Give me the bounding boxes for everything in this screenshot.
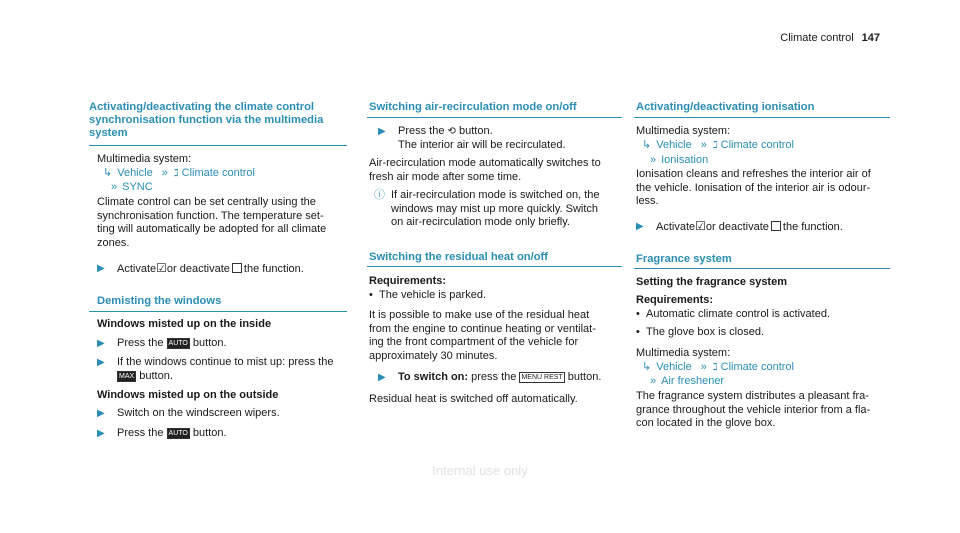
text-line: The fragrance system distributes a pleasant fra-	[636, 390, 869, 402]
page-header	[780, 32, 880, 44]
step-text: press the	[471, 371, 517, 383]
text-line: fresh air mode after some time.	[369, 170, 522, 183]
double-chevron-icon: »	[111, 181, 118, 193]
step-text: the function.	[782, 221, 843, 233]
step-text: Press the	[117, 337, 164, 349]
sync-description	[97, 196, 326, 250]
step-triangle-icon: ▶	[97, 428, 105, 439]
step-text: Press the	[117, 427, 164, 439]
residual-off-note: Residual heat is switched off automatically.	[369, 393, 578, 405]
section-heading-ionisation: Activating/deactivating ionisation	[636, 101, 815, 113]
step-triangle-icon: ▶	[378, 372, 386, 383]
requirement-item	[636, 326, 765, 340]
step-triangle-icon: ▶	[97, 357, 105, 368]
recirculation-icon: ⟲	[447, 126, 456, 137]
info-icon: ⓘ	[374, 189, 385, 201]
nav-path-line2	[650, 154, 708, 168]
nav-sync: SYNC	[122, 181, 153, 193]
ionisation-description	[636, 168, 871, 209]
heading-rule	[634, 117, 890, 118]
step-text: If the windows continue to mist up: press the	[117, 356, 334, 368]
step-triangle-icon: ▶	[97, 408, 105, 419]
multimedia-label: Multimedia system:	[97, 153, 192, 165]
text-line: zones.	[97, 236, 130, 249]
double-chevron-icon: »	[700, 361, 707, 373]
text-line: Automatic climate control is activated.	[646, 308, 831, 320]
menu-rest-key-icon: MENU REST	[521, 374, 563, 381]
nav-climate-control: Climate control	[720, 139, 794, 151]
nav-path-line1	[103, 167, 255, 181]
heading-rule	[367, 266, 622, 267]
recirc-info-note	[374, 189, 600, 230]
section-heading-sync	[89, 101, 323, 140]
nav-path-line1	[642, 361, 794, 375]
text-line: The vehicle is parked.	[379, 289, 486, 301]
text-line: If air-recirculation mode is switched on, the	[391, 189, 600, 201]
step-triangle-icon: ▶	[97, 338, 105, 349]
text-line: ing the front compartment of the vehicle for	[369, 336, 579, 349]
empty-box-icon	[771, 221, 781, 231]
step-text: button.	[192, 427, 227, 439]
nav-climate-control: Climate control	[720, 361, 794, 373]
requirements-label: Requirements:	[369, 275, 447, 287]
text-line: the vehicle. Ionisation of the interior air is odour-	[636, 181, 871, 194]
step-text: or deactivate	[705, 221, 769, 233]
requirement-item	[369, 289, 486, 303]
section-heading-fragrance: Fragrance system	[636, 253, 732, 265]
text-line: Climate control can be set centrally using the	[97, 196, 316, 208]
step-triangle-icon: ▶	[636, 221, 644, 232]
text-line: Ionisation cleans and refreshes the interior air of	[636, 168, 871, 180]
step-triangle-icon: ▶	[378, 126, 386, 137]
step-text: button.	[139, 369, 173, 382]
step-text: Activate	[117, 263, 157, 275]
step-recirc	[378, 125, 566, 152]
sub-heading-outside: Windows misted up on the outside	[97, 389, 279, 401]
return-arrow-icon: ↳	[642, 139, 652, 151]
text-line: The glove box is closed.	[646, 326, 765, 338]
nav-vehicle: Vehicle	[656, 139, 692, 151]
nav-ionisation: Ionisation	[661, 154, 709, 166]
climate-seat-icon: ℷ	[712, 362, 718, 373]
double-chevron-icon: »	[650, 154, 657, 166]
step-text: Press the	[398, 125, 445, 137]
requirements-label: Requirements:	[636, 294, 714, 306]
heading-rule	[367, 117, 622, 118]
heading-line: synchronisation function via the multimedia	[89, 114, 324, 126]
section-heading-demist: Demisting the windows	[97, 295, 222, 307]
fragrance-description	[636, 390, 870, 431]
return-arrow-icon: ↳	[642, 361, 652, 373]
section-heading-residual: Switching the residual heat on/off	[369, 251, 549, 263]
multimedia-label: Multimedia system:	[636, 347, 731, 359]
text-line: Air-recirculation mode automatically switches to	[369, 157, 601, 169]
text-line: grance throughout the vehicle interior from a fla-	[636, 403, 871, 416]
step-text: button.	[458, 125, 493, 137]
text-line: from the engine to continue heating or ventilat-	[369, 322, 596, 335]
step-text: Activate	[656, 221, 696, 233]
nav-climate-control: Climate control	[181, 167, 255, 179]
step-text: the function.	[243, 263, 304, 275]
nav-path-line1	[642, 139, 794, 153]
nav-path-line2	[650, 375, 724, 389]
bullet: •	[369, 289, 373, 301]
climate-seat-icon: ℷ	[712, 140, 718, 151]
step-press-auto	[97, 337, 227, 351]
bullet: •	[636, 326, 640, 338]
step-text: Switch on the windscreen wipers.	[117, 407, 280, 419]
max-defrost-key-icon: MAX	[119, 372, 135, 380]
recirc-description	[369, 157, 601, 184]
residual-description	[369, 309, 596, 363]
watermark: Internal use only	[432, 463, 528, 478]
checked-box-icon: ☑	[156, 261, 167, 275]
nav-vehicle: Vehicle	[656, 361, 692, 373]
text-line: con located in the glove box.	[636, 417, 776, 430]
text-line: less.	[636, 195, 659, 208]
return-arrow-icon: ↳	[103, 167, 113, 179]
climate-seat-icon: ℷ	[173, 168, 179, 179]
nav-air-freshener: Air freshener	[661, 375, 725, 387]
empty-box-icon	[232, 263, 242, 273]
text-line: synchronisation function. The temperature set-	[97, 209, 324, 222]
checked-box-icon: ☑	[695, 219, 706, 233]
sub-heading-fragrance: Setting the fragrance system	[636, 276, 787, 288]
step-activate-ionisation	[636, 219, 843, 235]
step-text: The interior air will be recirculated.	[398, 138, 566, 151]
auto-key-icon: AUTO	[168, 430, 188, 437]
page-number: 147	[861, 32, 880, 44]
heading-line: system	[89, 127, 128, 139]
auto-key-icon: AUTO	[168, 340, 188, 347]
multimedia-label: Multimedia system:	[636, 125, 731, 137]
page-header-title: Climate control	[780, 32, 854, 44]
step-text: button.	[192, 337, 227, 349]
step-press-max	[97, 356, 334, 383]
heading-rule	[634, 268, 890, 269]
step-activate-sync	[97, 261, 304, 277]
step-label: To switch on:	[398, 371, 469, 383]
double-chevron-icon: »	[700, 139, 707, 151]
text-line: It is possible to make use of the residual heat	[369, 309, 590, 321]
text-line: approximately 30 minutes.	[369, 349, 498, 362]
requirement-item	[636, 308, 831, 322]
heading-line: Activating/deactivating the climate control	[89, 101, 315, 113]
text-line: on air-recirculation mode only briefly.	[391, 216, 570, 229]
nav-vehicle: Vehicle	[117, 167, 153, 179]
double-chevron-icon: »	[650, 375, 657, 387]
step-triangle-icon: ▶	[97, 263, 105, 274]
nav-path-line2	[111, 181, 153, 195]
section-heading-recirc: Switching air-recirculation mode on/off	[369, 101, 577, 113]
heading-rule	[89, 145, 347, 146]
step-switch-on-residual	[378, 371, 602, 385]
bullet: •	[636, 308, 640, 320]
text-line: ting will automatically be adopted for all climate	[97, 223, 327, 236]
text-line: windows may mist up more quickly. Switch	[391, 202, 599, 215]
step-text: or deactivate	[166, 263, 230, 275]
step-press-auto-outside	[97, 427, 227, 441]
step-wipers	[97, 407, 280, 421]
heading-rule	[89, 311, 347, 312]
double-chevron-icon: »	[161, 167, 168, 179]
step-text: button.	[567, 371, 602, 383]
sub-heading-inside: Windows misted up on the inside	[97, 318, 272, 330]
